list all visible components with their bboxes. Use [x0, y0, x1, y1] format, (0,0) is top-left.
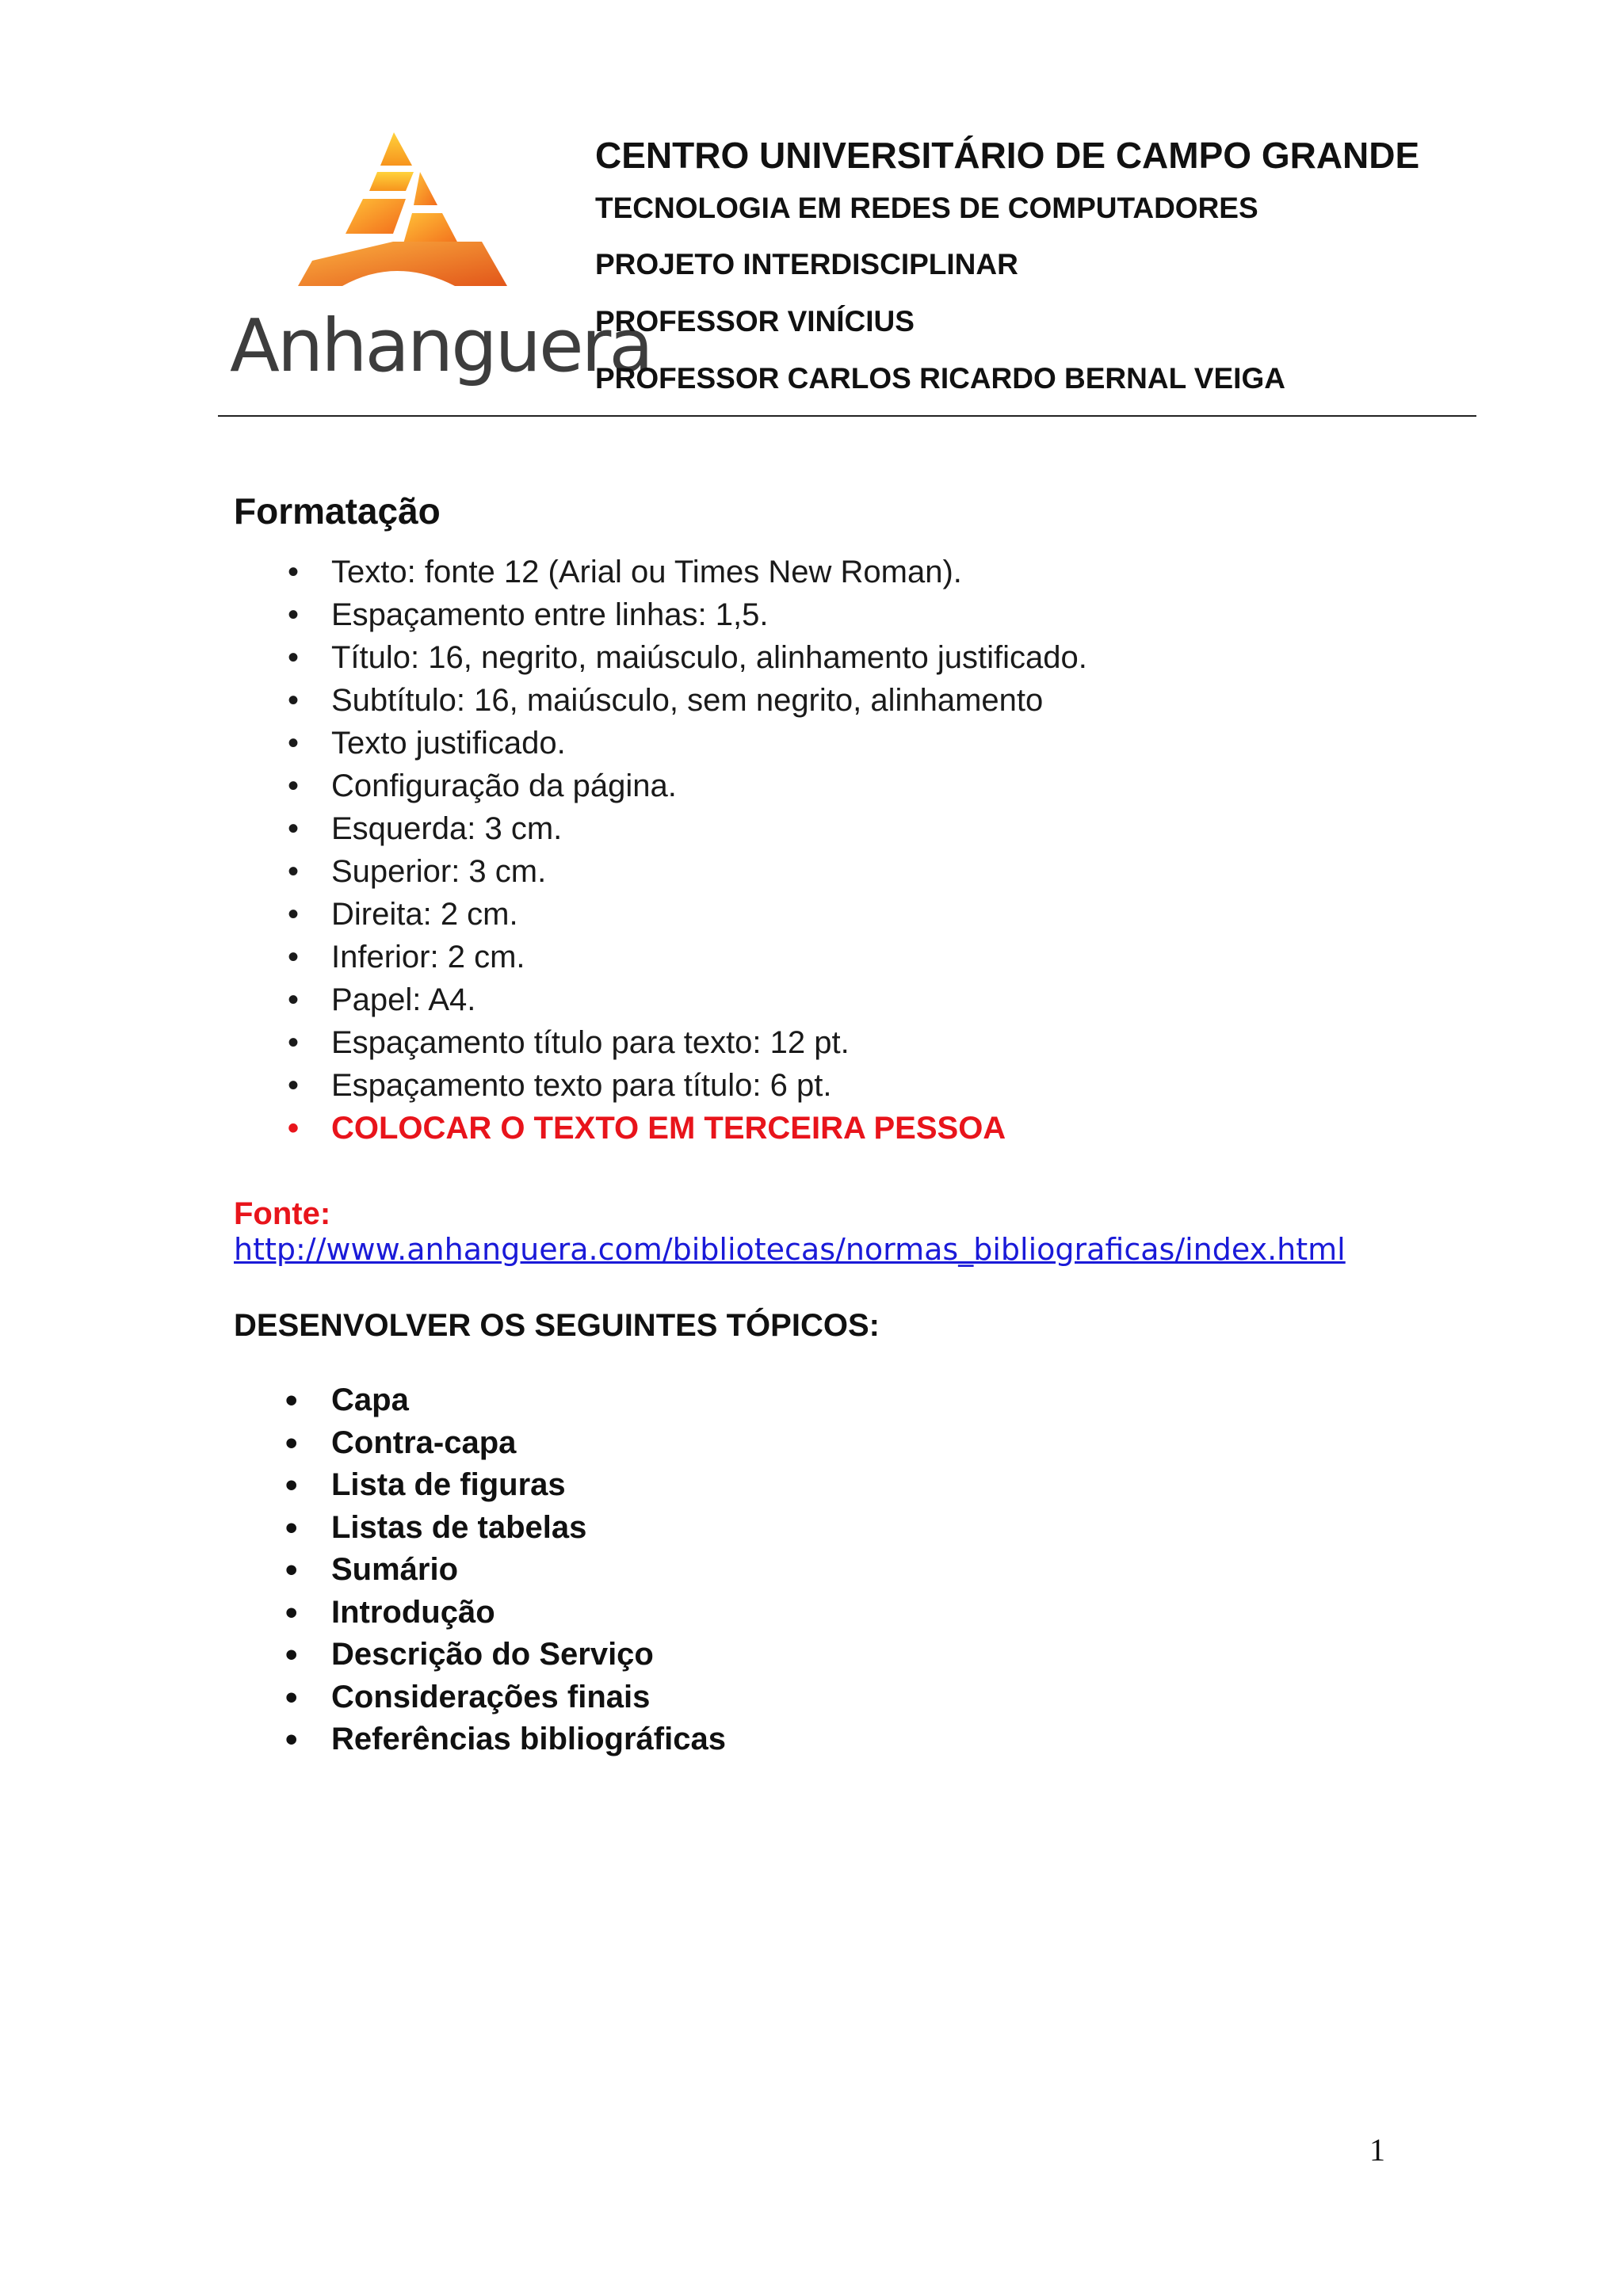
bullet-icon: •	[288, 683, 300, 718]
formatting-heading: Formatação	[234, 490, 441, 532]
bullet-icon: •	[288, 555, 300, 589]
project-name: PROJETO INTERDISCIPLINAR	[595, 248, 1018, 280]
header-divider	[218, 415, 1476, 417]
topics-list	[234, 1379, 726, 1761]
bullet-icon: •	[288, 940, 300, 974]
topics-heading: DESENVOLVER OS SEGUINTES TÓPICOS:	[234, 1308, 880, 1343]
bullet-icon: •	[285, 1550, 298, 1589]
logo-wordmark: Anhanguera	[230, 303, 651, 388]
formatting-list	[234, 551, 1087, 1150]
bullet-icon: •	[288, 1025, 300, 1060]
list-item	[234, 850, 1087, 893]
list-item	[234, 1507, 726, 1550]
bullet-icon: •	[285, 1592, 298, 1632]
list-item	[234, 1021, 1087, 1064]
topic-text: Sumário	[331, 1552, 459, 1587]
emphasis-text: COLOCAR O TEXTO EM TERCEIRA PESSOA	[331, 1111, 1006, 1146]
bullet-icon: •	[288, 811, 300, 846]
bullet-icon: •	[288, 982, 300, 1017]
list-item-text: Esquerda: 3 cm.	[331, 811, 563, 846]
bullet-icon: •	[285, 1466, 298, 1505]
list-item-text: Subtítulo: 16, maiúsculo, sem negrito, alinhamento	[331, 683, 1044, 718]
list-item-text: Título: 16, negrito, maiúsculo, alinhamento justificado.	[331, 640, 1087, 675]
list-item-text: Configuração da página.	[331, 769, 677, 803]
list-item	[234, 765, 1087, 807]
topic-text: Contra-capa	[331, 1425, 517, 1460]
list-item	[234, 1379, 726, 1422]
bullet-icon: •	[288, 1068, 300, 1103]
course-name: TECNOLOGIA EM REDES DE COMPUTADORES	[595, 192, 1258, 224]
list-item-text: Direita: 2 cm.	[331, 897, 518, 932]
topic-text: Referências bibliográficas	[331, 1722, 726, 1756]
bullet-icon: •	[285, 1677, 298, 1717]
bullet-icon: •	[288, 897, 300, 932]
institution-name: CENTRO UNIVERSITÁRIO DE CAMPO GRANDE	[595, 135, 1420, 176]
source-link[interactable]: http://www.anhanguera.com/bibliotecas/normas_bibliograficas/index.html	[234, 1232, 1346, 1267]
bullet-icon: •	[285, 1635, 298, 1674]
list-item-text: Texto: fonte 12 (Arial ou Times New Roman).	[331, 555, 962, 589]
list-item-text: Espaçamento título para texto: 12 pt.	[331, 1025, 850, 1060]
list-item	[234, 593, 1087, 636]
bullet-icon: •	[288, 597, 300, 632]
topic-text: Introdução	[331, 1594, 495, 1630]
list-item	[234, 551, 1087, 593]
list-item	[234, 893, 1087, 936]
bullet-icon: •	[285, 1381, 298, 1420]
topic-text: Lista de figuras	[331, 1467, 566, 1502]
professor-name-2: PROFESSOR CARLOS RICARDO BERNAL VEIGA	[595, 362, 1285, 395]
list-item-text: Espaçamento entre linhas: 1,5.	[331, 597, 769, 632]
bullet-icon: •	[285, 1423, 298, 1463]
bullet-icon: •	[285, 1508, 298, 1547]
page-number: 1	[1369, 2132, 1385, 2168]
bullet-icon: •	[288, 769, 300, 803]
topic-text: Descrição do Serviço	[331, 1637, 654, 1672]
topic-text: Considerações finais	[331, 1679, 651, 1714]
topic-text: Listas de tabelas	[331, 1509, 587, 1545]
bullet-icon: •	[288, 640, 300, 675]
source-label: Fonte:	[234, 1196, 331, 1231]
bullet-icon: •	[288, 854, 300, 889]
list-item	[234, 722, 1087, 765]
logo-triangle-icon	[230, 131, 563, 313]
header-block	[595, 130, 1483, 407]
list-item-text: Espaçamento texto para título: 6 pt.	[331, 1068, 832, 1103]
list-item	[234, 1064, 1087, 1107]
list-item	[234, 1718, 726, 1761]
list-item	[234, 807, 1087, 850]
list-item-text: Papel: A4.	[331, 982, 476, 1017]
list-item	[234, 1592, 726, 1634]
list-item	[234, 978, 1087, 1021]
list-item	[234, 1549, 726, 1592]
emphasis-list-item	[234, 1107, 1087, 1150]
bullet-icon: •	[288, 1111, 300, 1146]
topic-text: Capa	[331, 1383, 409, 1417]
list-item	[234, 1422, 726, 1465]
list-item	[234, 1464, 726, 1507]
list-item	[234, 1634, 726, 1676]
list-item	[234, 679, 1087, 722]
list-item-text: Superior: 3 cm.	[331, 854, 547, 889]
bullet-icon: •	[288, 726, 300, 761]
professor-name-1: PROFESSOR VINÍCIUS	[595, 305, 915, 338]
list-item	[234, 1676, 726, 1719]
list-item-text: Texto justificado.	[331, 726, 566, 761]
bullet-icon: •	[285, 1720, 298, 1759]
list-item-text: Inferior: 2 cm.	[331, 940, 525, 974]
list-item	[234, 636, 1087, 679]
anhanguera-logo	[230, 131, 651, 400]
list-item	[234, 936, 1087, 978]
